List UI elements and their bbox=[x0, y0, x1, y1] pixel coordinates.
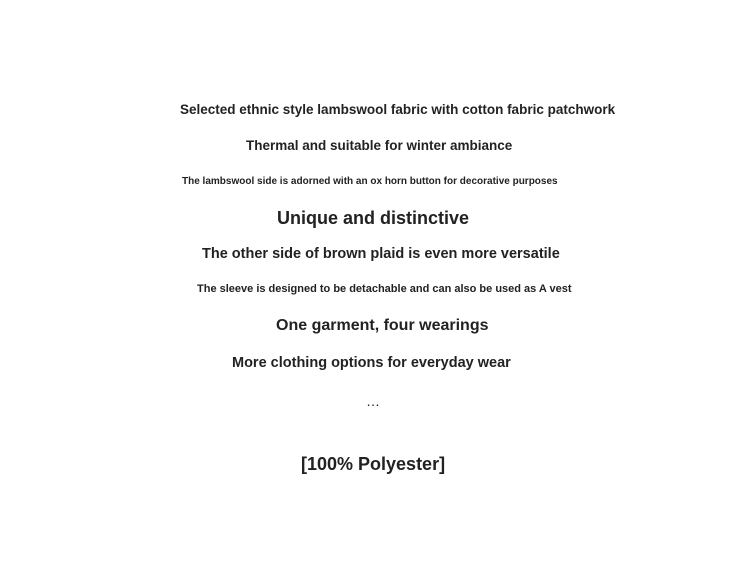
description-line-button: The lambswool side is adorned with an ox horn button for decorative purposes bbox=[182, 176, 558, 187]
description-line-wearings: One garment, four wearings bbox=[276, 317, 489, 334]
material-composition: [100% Polyester] bbox=[301, 454, 446, 474]
description-line-fabric: Selected ethnic style lambswool fabric with cotton fabric patchwork bbox=[180, 102, 616, 117]
description-line-unique: Unique and distinctive bbox=[277, 208, 470, 228]
description-ellipsis: … bbox=[366, 393, 381, 409]
description-line-thermal: Thermal and suitable for winter ambiance bbox=[246, 138, 513, 153]
description-line-options: More clothing options for everyday wear bbox=[232, 355, 511, 371]
description-line-sleeve: The sleeve is designed to be detachable and can also be used as A vest bbox=[197, 283, 572, 295]
description-line-plaid: The other side of brown plaid is even more versatile bbox=[202, 246, 560, 262]
